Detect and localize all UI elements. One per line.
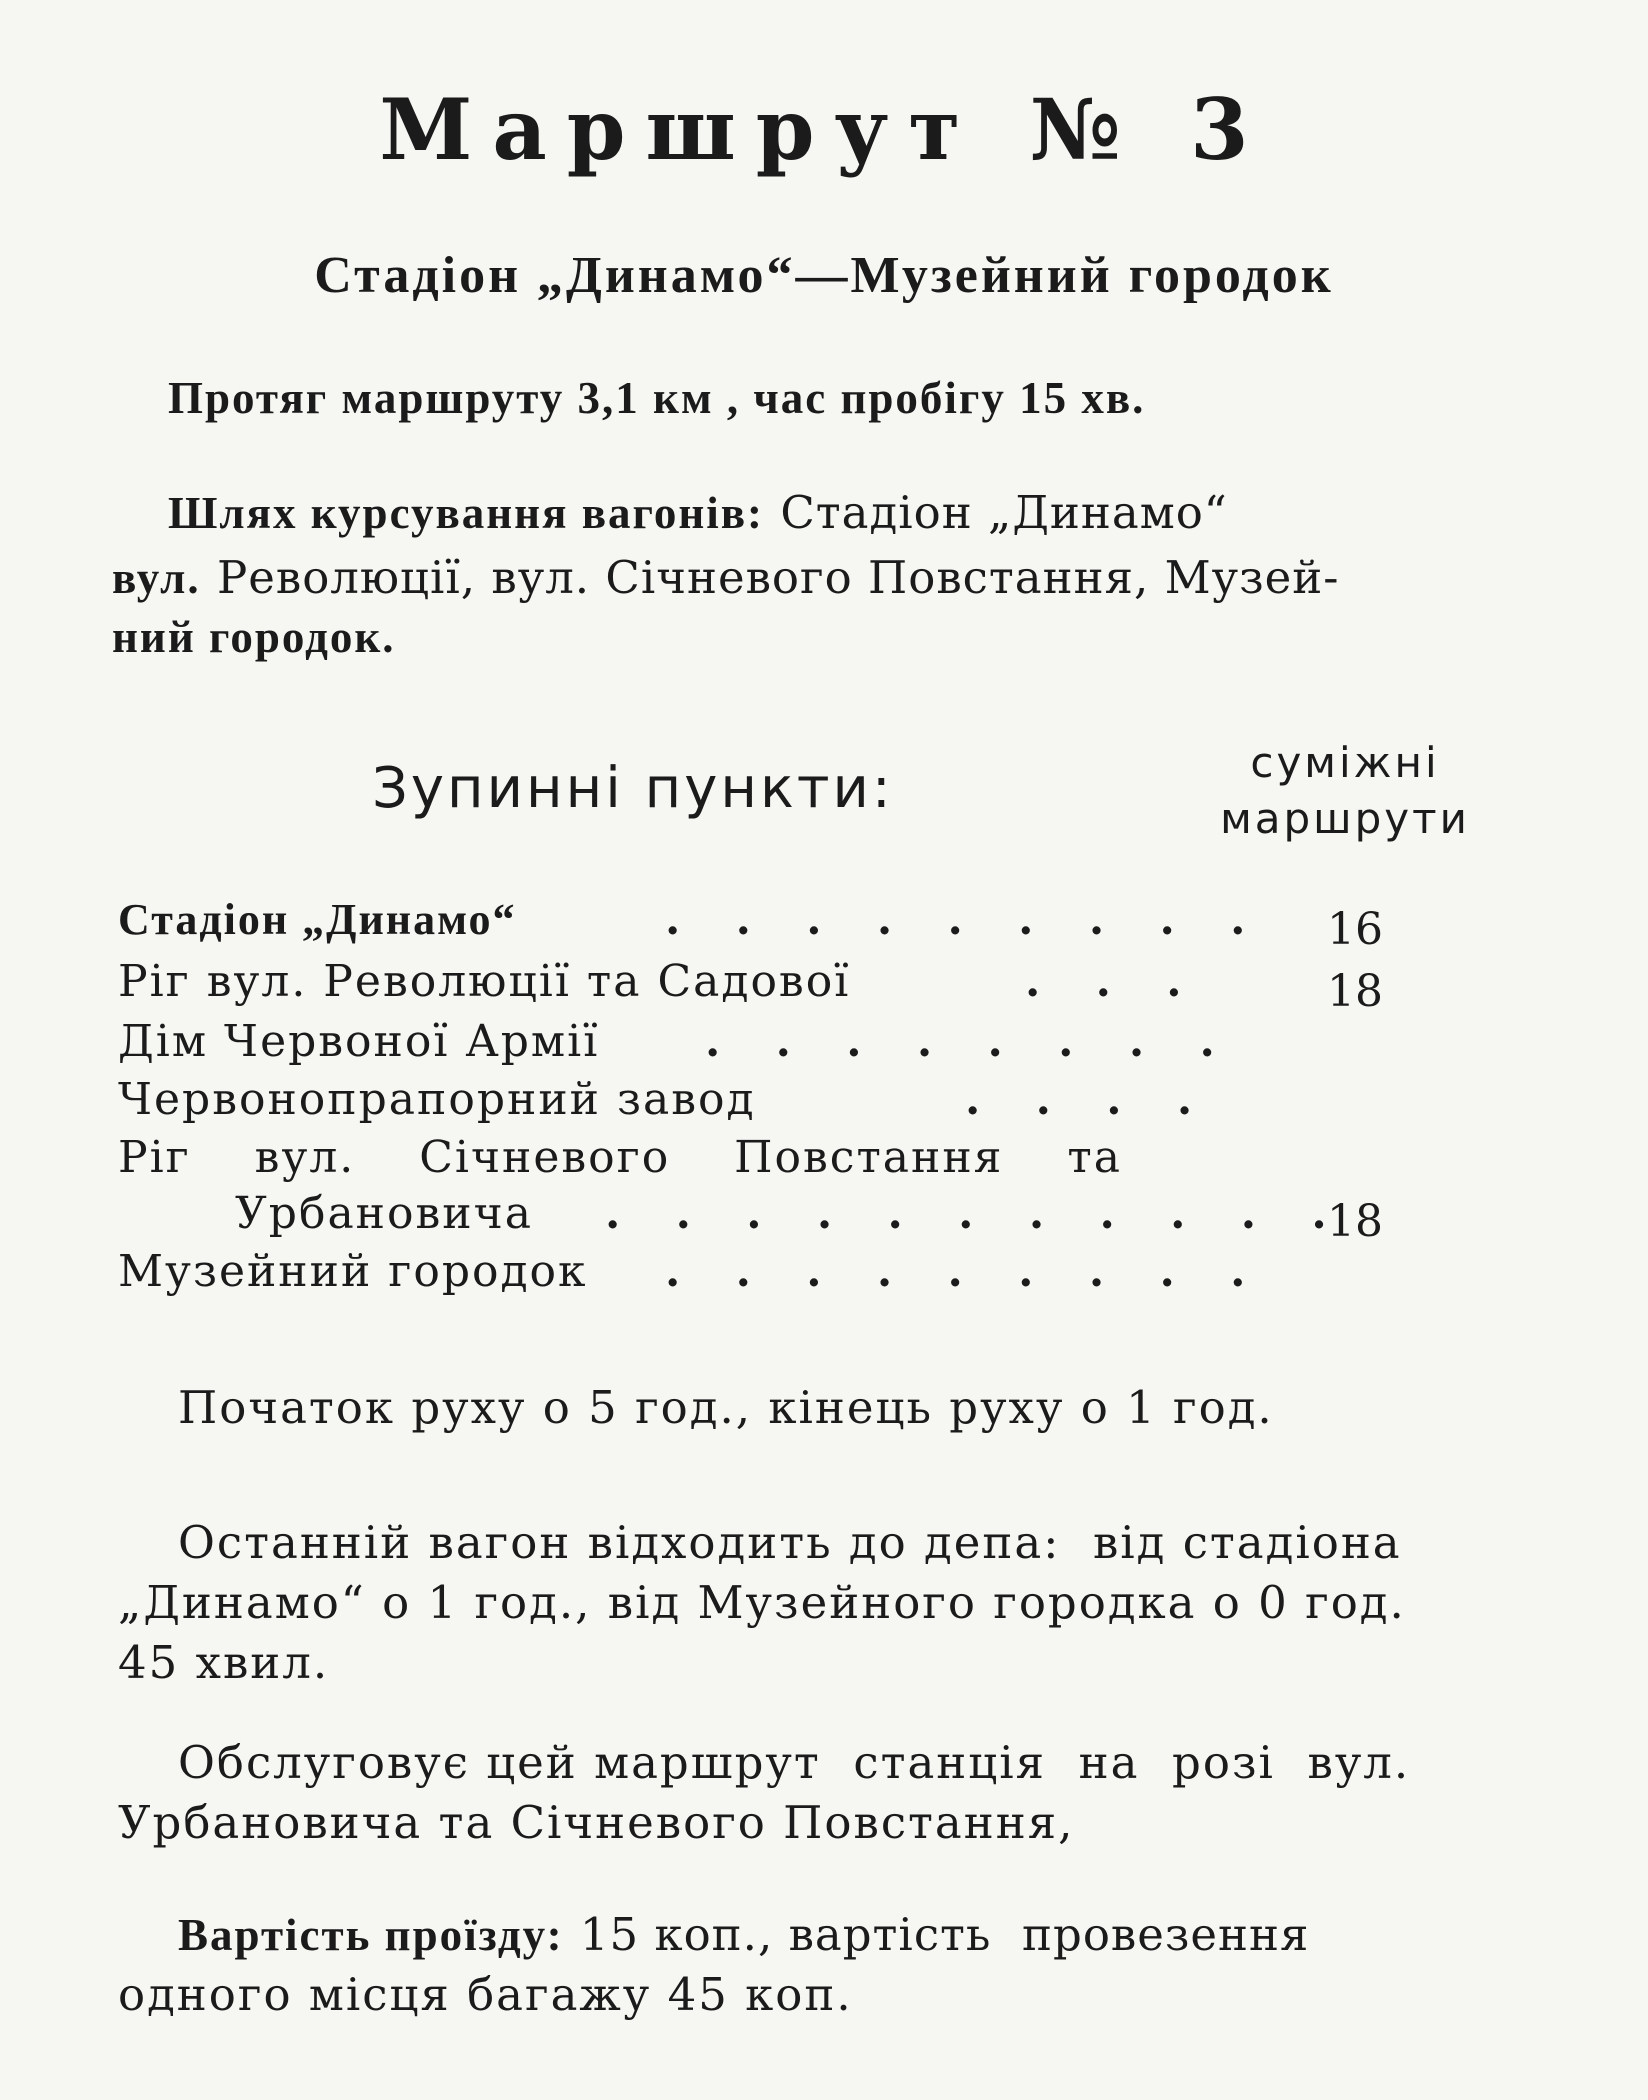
route-subtitle: Стадіон „Динамо“—Музейний городок — [314, 247, 1334, 304]
path-line-2-prefix: вул. — [112, 553, 201, 603]
adjacent-heading-line-2: маршрути — [1220, 794, 1470, 843]
last-car-line-2: „Динамо“ о 1 год., від Музейного городка о 0 год. — [118, 1576, 1406, 1629]
stop-name-continuation: Урбановича — [235, 1188, 533, 1239]
page-title: Маршрут № 3 — [379, 80, 1269, 179]
adjacent-route-number: 18 — [1327, 966, 1383, 1017]
stop-name: Червонопрапорний завод — [118, 1074, 756, 1125]
stop-name: Музейний городок — [118, 1246, 588, 1297]
stop-name: Стадіон „Динамо“ — [118, 895, 517, 944]
served-by-line-1: Обслуговує цей маршрут станція на розі вул. — [178, 1736, 1411, 1789]
stop-dots: . . . . . . . . . — [665, 1246, 1266, 1297]
stop-name: Дім Червоної Армії — [118, 1016, 600, 1067]
stop-dots: . . . . — [965, 1074, 1213, 1125]
stop-dots: . . . . . . . . . — [665, 894, 1266, 945]
stops-heading: Зупинні пункти: — [372, 756, 894, 821]
path-line-2 — [112, 551, 1340, 604]
adjacent-route-number: 16 — [1327, 904, 1383, 955]
route-length-line: Протяг маршруту 3,1 км , час пробігу 15 хв. — [168, 373, 1146, 423]
stop-name: Ріг вул. Січневого Повстання та — [118, 1132, 1122, 1183]
path-line-3: ний городок. — [112, 612, 396, 662]
served-by-line-2: Урбановича та Січневого Повстання, — [118, 1796, 1075, 1849]
last-car-line-1: Останній вагон відходить до депа: від стадіона — [178, 1516, 1402, 1569]
fare-line-1 — [178, 1908, 1310, 1961]
adjacent-route-number: 18 — [1327, 1196, 1383, 1247]
stop-dots: . . . . . . . . — [705, 1016, 1235, 1067]
stop-dots: . . . — [1025, 956, 1202, 1007]
path-line-1 — [168, 486, 1228, 539]
fare-line-1-text: 15 коп., вартість провезення — [579, 1908, 1310, 1961]
stop-dots: . . . . . . . . . . . — [605, 1188, 1347, 1239]
fare-label: Вартість проїзду: — [178, 1910, 564, 1960]
schedule-line: Початок руху о 5 год., кінець руху о 1 год. — [178, 1381, 1274, 1434]
path-line-1-text: Стадіон „Динамо“ — [780, 486, 1228, 539]
adjacent-heading-line-1: суміжні — [1250, 738, 1440, 787]
fare-line-2: одного місця багажу 45 коп. — [118, 1968, 853, 2021]
path-line-2-text: Революції, вул. Січневого Повстання, Музей- — [216, 551, 1340, 604]
adjacent-routes-heading — [1200, 735, 1490, 847]
last-car-line-3: 45 хвил. — [118, 1636, 330, 1689]
stop-name: Ріг вул. Революції та Садової — [118, 956, 851, 1007]
path-label: Шлях курсування вагонів: — [168, 488, 765, 538]
